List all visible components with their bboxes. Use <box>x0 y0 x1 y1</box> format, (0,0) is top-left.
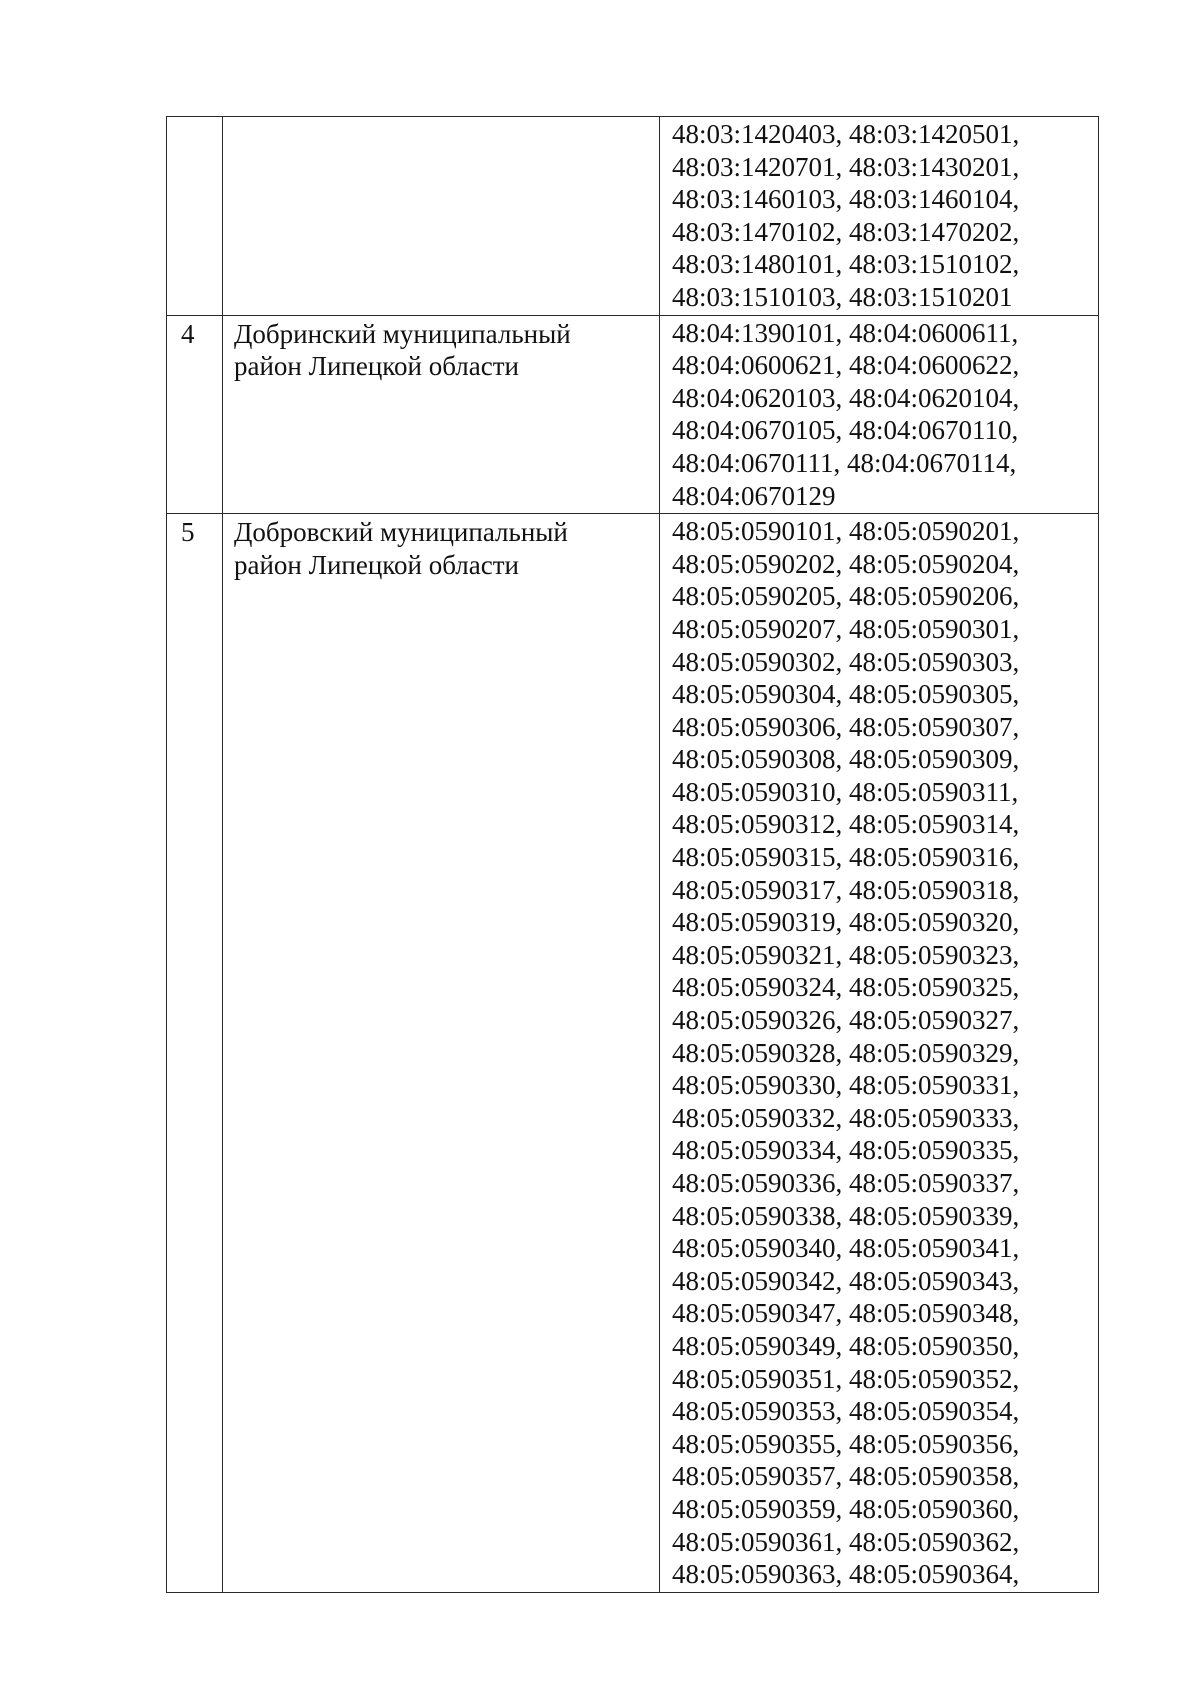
cadastral-code-line: 48:05:0590361, 48:05:0590362, <box>672 1526 1020 1557</box>
cadastral-code-line: 48:05:0590334, 48:05:0590335, <box>672 1135 1020 1166</box>
district-name-line: район Липецкой области <box>234 549 519 580</box>
district-name-line: Добровский муниципальный <box>234 517 568 548</box>
cadastral-code-line: 48:05:0590315, 48:05:0590316, <box>672 842 1020 873</box>
cadastral-code-line: 48:05:0590308, 48:05:0590309, <box>672 744 1020 775</box>
cadastral-code-line: 48:05:0590332, 48:05:0590333, <box>672 1102 1020 1133</box>
cadastral-code-line: 48:03:1420403, 48:03:1420501, <box>672 119 1020 149</box>
cadastral-code-line: 48:05:0590340, 48:05:0590341, <box>672 1233 1020 1264</box>
cadastral-code-line: 48:05:0590202, 48:05:0590204, <box>672 548 1020 579</box>
cadastral-codes-cell <box>660 514 1099 1593</box>
cadastral-code-line: 48:05:0590319, 48:05:0590320, <box>672 907 1020 938</box>
cadastral-code-line: 48:05:0590207, 48:05:0590301, <box>672 613 1020 644</box>
cadastral-code-line: 48:04:0670129 <box>672 480 836 511</box>
cadastral-code-line: 48:05:0590351, 48:05:0590352, <box>672 1363 1020 1394</box>
cadastral-code-line: 48:05:0590321, 48:05:0590323, <box>672 939 1020 970</box>
table-row <box>167 514 1099 1593</box>
cadastral-code-line: 48:05:0590101, 48:05:0590201, <box>672 516 1020 547</box>
cadastral-code-line: 48:05:0590353, 48:05:0590354, <box>672 1396 1020 1427</box>
table-body <box>167 117 1099 1593</box>
cadastral-code-line: 48:05:0590306, 48:05:0590307, <box>672 711 1020 742</box>
cadastral-code-line: 48:05:0590326, 48:05:0590327, <box>672 1005 1020 1036</box>
district-name-line: район Липецкой области <box>234 351 519 382</box>
cadastral-code-line: 48:03:1480101, 48:03:1510102, <box>672 249 1020 280</box>
district-name-cell <box>223 514 660 1593</box>
table-row <box>167 315 1099 514</box>
cadastral-code-line: 48:05:0590338, 48:05:0590339, <box>672 1200 1020 1231</box>
district-name-line: Добринский муниципальный <box>234 318 571 349</box>
cadastral-code-line: 48:05:0590205, 48:05:0590206, <box>672 581 1020 612</box>
cadastral-code-line: 48:04:0600621, 48:04:0600622, <box>672 350 1020 381</box>
cadastral-code-line: 48:05:0590324, 48:05:0590325, <box>672 972 1020 1003</box>
cadastral-code-line: 48:03:1460103, 48:03:1460104, <box>672 184 1020 215</box>
cadastral-code-line: 48:05:0590347, 48:05:0590348, <box>672 1298 1020 1329</box>
cadastral-codes-cell <box>660 315 1099 514</box>
row-number-cell: 5 <box>167 514 223 1593</box>
cadastral-code-line: 48:05:0590355, 48:05:0590356, <box>672 1428 1020 1459</box>
cadastral-code-line: 48:05:0590317, 48:05:0590318, <box>672 874 1020 905</box>
district-name-cell <box>223 315 660 514</box>
cadastral-code-line: 48:04:0620103, 48:04:0620104, <box>672 382 1020 413</box>
cadastral-code-line: 48:04:0670105, 48:04:0670110, <box>672 415 1019 446</box>
cadastral-code-line: 48:03:1420701, 48:03:1430201, <box>672 151 1020 182</box>
cadastral-code-line: 48:05:0590312, 48:05:0590314, <box>672 809 1020 840</box>
row-number-cell: 4 <box>167 315 223 514</box>
cadastral-code-line: 48:05:0590363, 48:05:0590364, <box>672 1559 1020 1590</box>
cadastral-code-line: 48:04:0670111, 48:04:0670114, <box>672 447 1017 478</box>
cadastral-code-line: 48:05:0590302, 48:05:0590303, <box>672 646 1020 677</box>
row-number-cell <box>167 117 223 316</box>
cadastral-quarters-table <box>166 116 1099 1593</box>
cadastral-codes-cell <box>660 117 1099 316</box>
district-name-cell <box>223 117 660 316</box>
cadastral-code-line: 48:05:0590357, 48:05:0590358, <box>672 1461 1020 1492</box>
cadastral-code-line: 48:05:0590359, 48:05:0590360, <box>672 1493 1020 1524</box>
cadastral-code-line: 48:05:0590349, 48:05:0590350, <box>672 1330 1020 1361</box>
table-row <box>167 117 1099 316</box>
cadastral-code-line: 48:05:0590330, 48:05:0590331, <box>672 1070 1020 1101</box>
cadastral-code-line: 48:04:1390101, 48:04:0600611, <box>672 317 1019 348</box>
cadastral-code-line: 48:03:1510103, 48:03:1510201 <box>672 281 1013 312</box>
cadastral-code-line: 48:05:0590310, 48:05:0590311, <box>672 776 1019 807</box>
cadastral-code-line: 48:05:0590304, 48:05:0590305, <box>672 679 1020 710</box>
cadastral-code-line: 48:05:0590336, 48:05:0590337, <box>672 1168 1020 1198</box>
cadastral-code-line: 48:05:0590328, 48:05:0590329, <box>672 1037 1020 1068</box>
cadastral-code-line: 48:05:0590342, 48:05:0590343, <box>672 1265 1020 1296</box>
cadastral-code-line: 48:03:1470102, 48:03:1470202, <box>672 216 1020 247</box>
